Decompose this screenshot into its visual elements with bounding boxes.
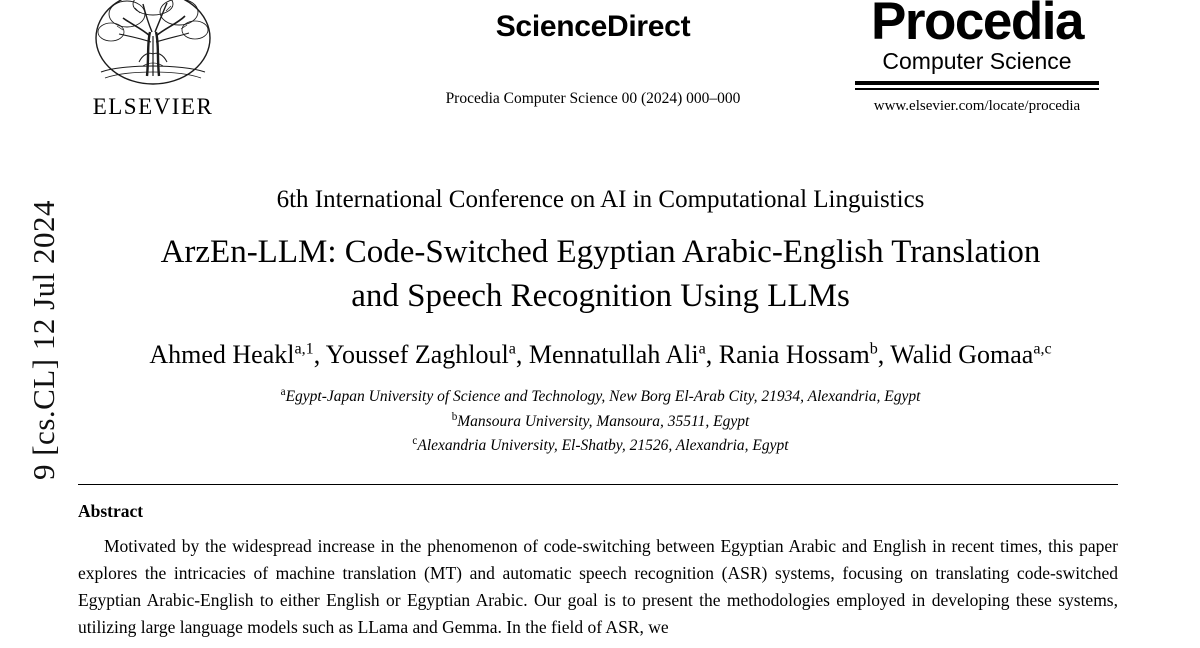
author-affiliation-mark: a xyxy=(508,340,516,358)
author: Rania Hossam$^b$ xyxy=(718,340,878,370)
author: Walid Gomaa$^{a,c}$ xyxy=(890,340,1052,370)
sciencedirect-block xyxy=(378,10,808,108)
affiliation-list xyxy=(78,384,1123,458)
journal-citation-line: Procedia Computer Science 00 (2024) 000–000 xyxy=(445,90,741,107)
author: Mennatullah Ali$^a$ xyxy=(528,340,706,370)
affiliation-item: $^a$Egypt-Japan University of Science and Technology, New Borg El-Arab City, 21934, Alexandria, Egypt xyxy=(280,386,921,406)
sciencedirect-logo: ScienceDirect xyxy=(495,10,691,43)
procedia-logo xyxy=(847,0,1107,115)
author-affiliation-mark: a,c xyxy=(1033,340,1052,358)
arxiv-stamp: 9 [cs.CL] 12 Jul 2024 xyxy=(26,200,61,481)
author: Youssef Zaghloul$^a$ xyxy=(325,340,516,370)
title-line-1: ArzEn-LLM: Code-Switched Egyptian Arabic-English Translation xyxy=(160,234,1041,270)
procedia-divider xyxy=(855,81,1099,90)
title-line-2: and Speech Recognition Using LLMs xyxy=(351,277,850,314)
elsevier-wordmark: ELSEVIER xyxy=(92,94,214,119)
elsevier-tree-icon xyxy=(78,0,228,92)
procedia-wordmark: Procedia xyxy=(871,0,1083,51)
affiliation-item: $^c$Alexandria University, El-Shatby, 21526, Alexandria, Egypt xyxy=(412,435,789,455)
author: Ahmed Heakl$^{a,1}$ xyxy=(149,340,314,370)
section-divider xyxy=(78,484,1118,485)
author-affiliation-mark: a xyxy=(698,340,706,358)
page-title xyxy=(78,231,1123,318)
paper-page xyxy=(78,0,1123,648)
author-affiliation-mark: a,1 xyxy=(294,340,314,358)
elsevier-logo xyxy=(78,0,228,120)
affiliation-item: $^b$Mansoura University, Mansoura, 35511, Egypt xyxy=(451,410,750,430)
abstract-heading: Abstract xyxy=(78,500,144,521)
procedia-url[interactable]: www.elsevier.com/locate/procedia xyxy=(873,97,1081,114)
author-affiliation-mark: b xyxy=(869,340,878,358)
conference-name: 6th International Conference on AI in Computational Linguistics xyxy=(276,186,925,213)
author-list: Ahmed Heakl$^{a,1}$, Youssef Zaghloul$^a$, Mennatullah Ali$^a$, Rania Hossam$^b$, Walid Gomaa$^{a,c}$ xyxy=(149,340,1052,370)
procedia-subtitle: Computer Science xyxy=(882,47,1072,74)
masthead xyxy=(78,0,1123,150)
abstract-text: Motivated by the widespread increase in the phenomenon of code-switching between Egyptian Arabic and English in recent times, this paper explores the intricacies of machine translation (MT) and automatic speech recognition (ASR) systems, focusing on translating code-switched Egyptian Arabic-English to either English or Egyptian Arabic. Our goal is to present the methodologies employed in developing these systems, utilizing large language models such as LLama and Gemma. In the field of ASR, we xyxy=(78,535,1118,638)
